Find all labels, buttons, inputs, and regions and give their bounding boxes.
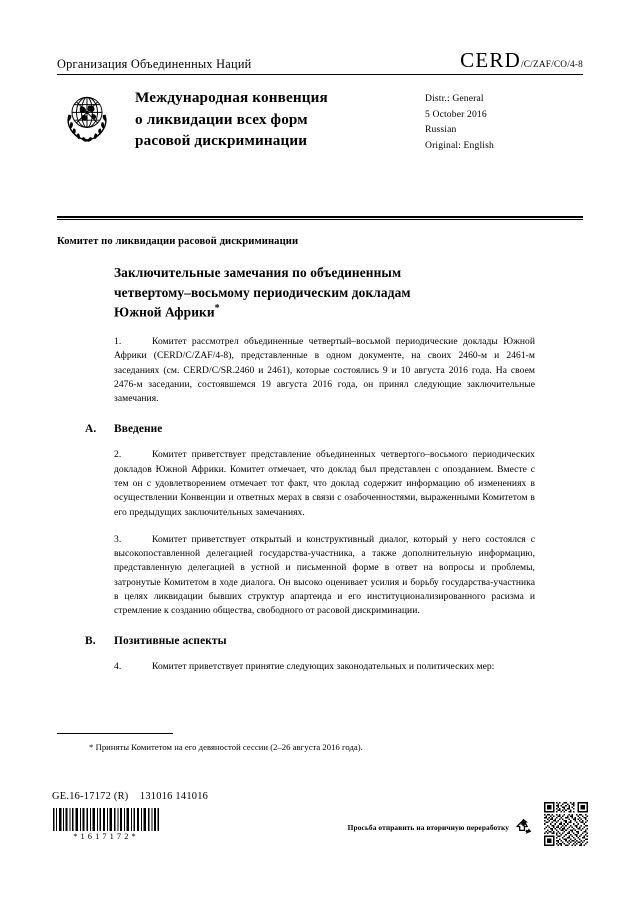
recycle-icon [513, 818, 534, 837]
paragraph-1-number: 1. [114, 336, 122, 348]
paragraph-3-number: 3. [114, 533, 122, 545]
footnote [57, 741, 535, 753]
organization-name: Организация Объединенных Наций [57, 56, 252, 71]
header-bottom-divider-container [57, 216, 583, 220]
document-body [57, 263, 535, 675]
qr-block [544, 802, 588, 846]
paragraph-2 [114, 448, 535, 519]
paragraph-2-number: 2. [114, 449, 122, 461]
page-footer [52, 791, 588, 848]
section-a-letter: A. [85, 423, 97, 436]
header-bottom-divider [57, 216, 583, 220]
job-date-codes: 131016 141016 [139, 791, 209, 802]
qr-code-icon [544, 802, 588, 846]
distribution-type: Distr.: General [425, 93, 484, 105]
paragraph-3 [114, 533, 535, 619]
section-a-title: Введение [114, 423, 163, 436]
document-symbol-suffix: /C/ZAF/CO/4-8 [520, 60, 583, 70]
paragraph-1-text: Комитет рассмотрел объединенные четвертый–восьмой периодические доклады Южной Африки (CERD/C/ZAF/4-8), представленные в одном документе, на своих 2460-м и 2461-м заседаниях (см. CERD/C/SR.2460 и 2461), которые состоялись 9 и 10 августа 2016 года. На своем 2476-м заседании, состоявшемся 19 августа 2016 года, он принял следующие заключительные замечания. [114, 336, 535, 405]
page-title [114, 263, 474, 322]
paragraph-1 [114, 335, 535, 406]
page-title-line-2: четвертому–восьмому периодическим докладам [114, 284, 411, 300]
committee-name: Комитет по ликвидации расовой дискриминации [57, 236, 299, 247]
job-number: GE.16-17172 (R) [52, 791, 129, 802]
barcode-icon [52, 808, 160, 831]
recycle-notice [348, 818, 534, 837]
masthead [57, 50, 583, 153]
distribution-date: 5 October 2016 [425, 108, 487, 120]
paragraph-3-text: Комитет приветствует открытый и конструктивный диалог, который у него состоялся с высокопоставленной делегацией государства-участника, а также дополнительную информацию, представленную делегацией в устной и письменной форме в ответ на вопросы и проблемы, затронутые Комитетом в ходе диалога. Он высоко оценивает усилия и борьбу государства-участника в целях ликвидации бывших структур апартеида и его институционализированного расизма и стремление к созданию общества, свободного от расовой дискриминации. [114, 533, 535, 617]
distribution-language: Russian [425, 124, 457, 136]
footnote-divider [57, 733, 173, 734]
distribution-info [425, 84, 583, 153]
masthead-divider [57, 74, 583, 75]
title-footnote-marker: * [214, 303, 220, 315]
un-emblem-icon [57, 86, 117, 146]
convention-title [135, 84, 425, 153]
convention-title-line-2: о ликвидации всех форм [135, 110, 308, 128]
paragraph-4 [114, 660, 535, 674]
emblem-container [57, 84, 135, 153]
section-b-title: Позитивные аспекты [114, 635, 227, 648]
page-title-line-3-text: Южной Африки [114, 304, 215, 320]
page-title-line-3 [114, 302, 474, 322]
section-heading-b [85, 635, 535, 647]
page-title-line-1: Заключительные замечания по объединенным [114, 265, 402, 280]
footnote-text: Приняты Комитетом на его девяностой сессии (2–26 августа 2016 года). [95, 742, 363, 752]
recycle-text: Просьба отправить на вторичную переработку [347, 823, 509, 832]
masthead-top-row [57, 50, 583, 73]
section-heading-a [85, 423, 535, 435]
distribution-original: Original: English [425, 139, 494, 151]
footnote-marker: * [89, 742, 94, 752]
paragraph-4-number: 4. [114, 661, 122, 673]
paragraph-2-text: Комитет приветствует представление объединенных четвертого–восьмого периодических докладов Южной Африки. Комитет отмечает, что доклад был представлен с опозданием. Вместе с тем он с удовлетворением отмечает тот факт, что доклад содержит информацию об изменениях в осуществлении Конвенции и ответных мерах в связи с озабоченностями, выраженными Комитетом в его предыдущих заключительных замечаниях. [114, 449, 535, 518]
masthead-body-row [57, 84, 583, 153]
footnote-area [57, 733, 535, 753]
convention-title-line-3: расовой дискриминации [135, 131, 308, 149]
document-symbol-main: CERD [460, 48, 521, 72]
job-number-line [52, 791, 588, 802]
convention-title-line-1: Международная конвенция [135, 89, 328, 107]
footer-bottom-row [52, 808, 588, 848]
document-symbol [460, 50, 583, 71]
paragraph-4-text: Комитет приветствует принятие следующих законодательных и политических мер: [152, 661, 495, 673]
barcode-number: *1617172* [73, 832, 139, 841]
barcode-block [52, 808, 160, 841]
section-b-letter: B. [85, 635, 96, 648]
